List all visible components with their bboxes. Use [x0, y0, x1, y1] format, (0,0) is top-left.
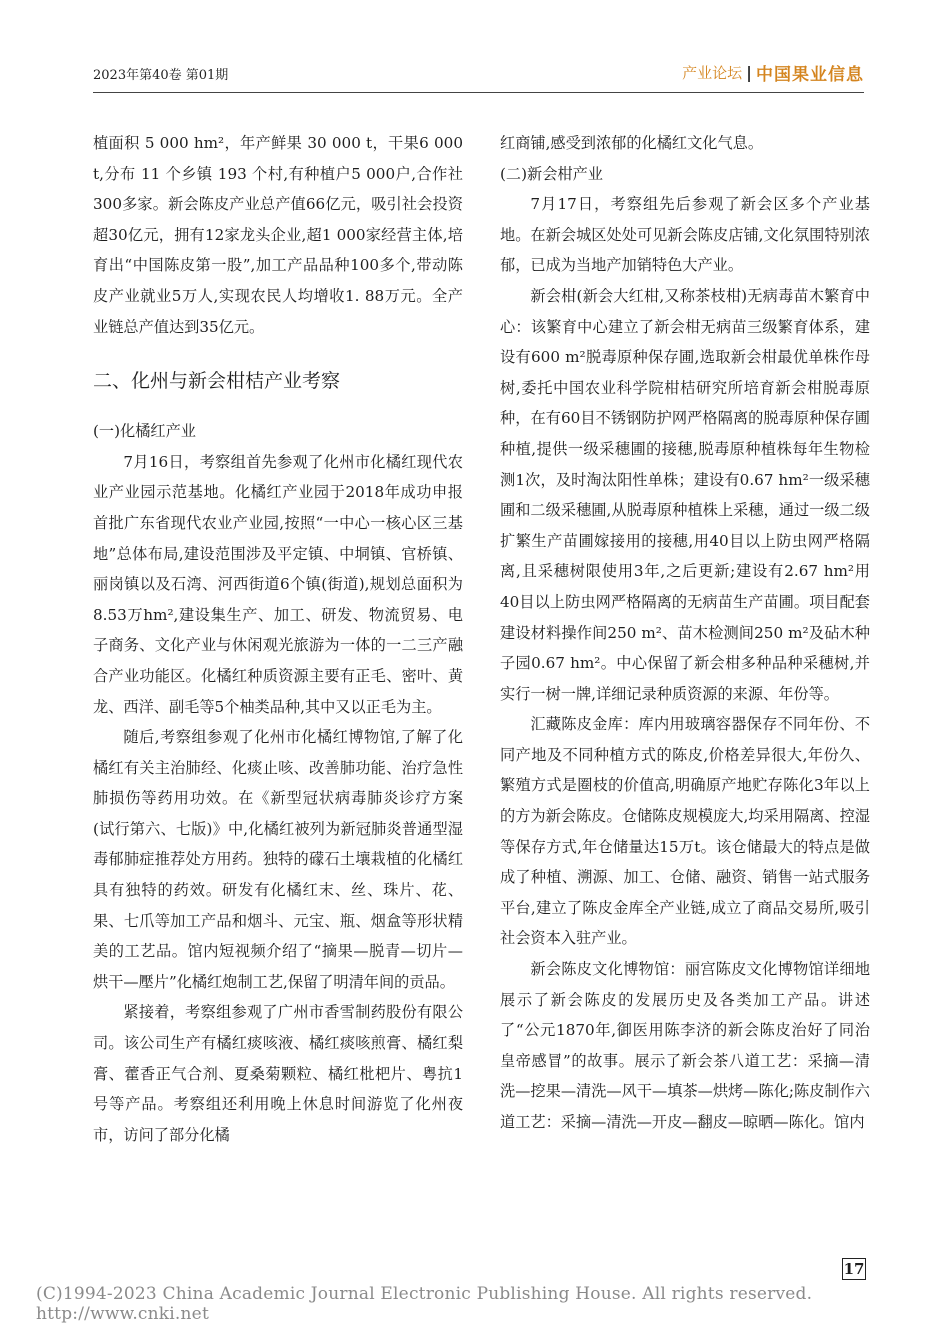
subsection-heading: (二)新会柑产业	[500, 164, 603, 183]
paragraph: 新会陈皮文化博物馆：丽宫陈皮文化博物馆详细地展示了新会陈皮的发展历史及各类加工产品。讲述了“公元1870年,御医用陈李济的新会陈皮治好了同治皇帝感冒”的故事。展示了新会茶八道工艺：采摘—清洗—挖果—清洗—风干—填茶—烘烤—陈化;陈皮制作六道工艺：采摘—清洗—开皮—翻皮—晾晒—陈化。馆内	[500, 960, 870, 1131]
page-number: 17	[843, 1260, 865, 1278]
paragraph: 随后,考察组参观了化州市化橘红博物馆,了解了化橘红有关主治肺经、化痰止咳、改善肺功能、治疗急性肺损伤等药用功效。在《新型冠状病毒肺炎诊疗方案(试行第六、七版)》中,化橘红被列为新冠肺炎普通型湿毒郁肺症推荐处方用药。独特的礞石土壤栽植的化橘红具有独特的药效。研发有化橘红末、丝、珠片、花、果、七爪等加工产品和烟斗、元宝、瓶、烟盒等形状精美的工艺品。馆内短视频介绍了“摘果—脱青—切片—烘干—壓片”化橘红炮制工艺,保留了明清年间的贡品。	[93, 728, 463, 991]
header-separator: |	[746, 63, 752, 82]
journal-logo: 中国果业信息	[756, 65, 864, 85]
journal-issue: 2023年第40卷 第01期	[93, 68, 229, 83]
paragraph: 紧接着，考察组参观了广州市香雪制药股份有限公司。该公司生产有橘红痰咳液、橘红痰咳煎膏、橘红梨膏、藿香正气合剂、夏桑菊颗粒、橘红枇杷片、粤抗1号等产品。考察组还利用晚上休息时间游览了化州夜市，访问了部分化橘	[93, 1003, 463, 1144]
copyright-notice: (C)1994-2023 China Academic Journal Electronic Publishing House. All rights reserved. http://www.cnki.net	[36, 1284, 813, 1324]
section-name: 产业论坛	[682, 64, 743, 82]
right-column	[500, 128, 870, 1138]
paragraph: 红商铺,感受到浓郁的化橘红文化气息。	[500, 134, 764, 152]
paragraph: 新会柑(新会大红柑,又称茶枝柑)无病毒苗木繁育中心：该繁育中心建立了新会柑无病苗三级繁育体系，建设有600 m²脱毒原种保存圃,选取新会柑最优单株作母树,委托中国农业科学院柑桔研究所培育新会柑脱毒原种，在有60目不锈钢防护网严格隔离的脱毒原种保存圃种植,提供一级采穗圃的接穗,脱毒原种植株每年生物检测1次，及时淘汰阳性单株；建设有0.67 hm²一级采穗圃和二级采穗圃,从脱毒原种植株上采穗，通过一级二级扩繁生产苗圃嫁接用的接穗,用40目以上防虫网严格隔离,且采穗树限使用3年,之后更新;建设有2.67 hm²用40目以上防虫网严格隔离的无病苗生产苗圃。项目配套建设材料操作间250 m²、苗木检测间250 m²及砧木种子园0.67 hm²。中心保留了新会柑多种品种采穗树,并实行一树一牌,详细记录种质资源的来源、年份等。	[500, 286, 870, 703]
paragraph: 7月16日，考察组首先参观了化州市化橘红现代农业产业园示范基地。化橘红产业园于2018年成功申报首批广东省现代农业产业园,按照“一中心一核心区三基地”总体布局,建设范围涉及平定镇、中垌镇、官桥镇、丽岗镇以及石湾、河西街道6个镇(街道),规划总面积为8.53万hm²,建设集生产、加工、研发、物流贸易、电子商务、文化产业与休闲观光旅游为一体的一二三产融合产业功能区。化橘红种质资源主要有正毛、密叶、黄龙、西洋、副毛等5个柚类品种,其中又以正毛为主。	[93, 452, 463, 716]
left-column	[93, 128, 463, 1150]
header-rule	[93, 92, 864, 93]
subsection-heading: (一)化橘红产业	[93, 422, 196, 441]
journal-header-brand	[682, 60, 864, 85]
paragraph: 植面积 5 000 hm²，年产鲜果 30 000 t，干果6 000 t,分布 11 个乡镇 193 个村,有种植户5 000户,合作社 300多家。新会陈皮产业总产值66亿元，吸引社会投资超30亿元，拥有12家龙头企业,超1 000家经营主体,培育出“中国陈皮第一股”,加工产品品种100多个,带动陈皮产业就业5万人,实现农民人均增收1. 88万元。全产业链总产值达到35亿元。	[93, 134, 463, 336]
section-heading: 二、化州与新会柑桔产业考察	[93, 370, 341, 393]
paragraph: 7月17日，考察组先后参观了新会区多个产业基地。在新会城区处处可见新会陈皮店铺,文化氛围特别浓郁，已成为当地产加销特色大产业。	[500, 195, 870, 275]
paragraph: 汇藏陈皮金库：库内用玻璃容器保存不同年份、不同产地及不同种植方式的陈皮,价格差异很大,年份久、繁殖方式是圈枝的价值高,明确原产地贮存陈化3年以上的方为新会陈皮。仓储陈皮规模庞大,均采用隔离、控湿等保存方式,年仓储量达15万t。该仓储最大的特点是做成了种植、溯源、加工、仓储、融资、销售一站式服务平台,建立了陈皮金库全产业链,成立了商品交易所,吸引社会资本入驻产业。	[500, 715, 870, 948]
